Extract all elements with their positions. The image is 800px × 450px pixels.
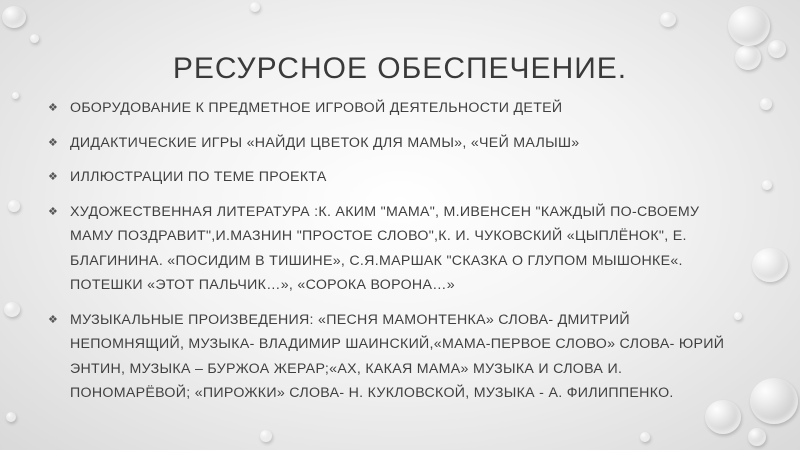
water-drop-decoration	[760, 98, 772, 110]
water-drop-decoration	[260, 430, 272, 442]
water-drop-decoration	[660, 12, 676, 27]
diamond-bullet-icon: ❖	[48, 102, 59, 114]
water-drop-decoration	[30, 34, 39, 43]
diamond-bullet-icon: ❖	[48, 136, 59, 149]
water-drop-decoration	[12, 92, 19, 99]
list-item-text: ХУДОЖЕСТВЕННАЯ ЛИТЕРАТУРА :К. АКИМ "МАМА", М.ИВЕНСЕН "КАЖДЫЙ ПО-СВОЕМУ МАМУ ПОЗДРАВИТ",И.МАЗНИН "ПРОСТОЕ СЛОВО",К. И. ЧУКОВСКИЙ «ЦЫПЛЁНОК", Е. БЛАГИНИНА. «ПОСИДИМ В ТИШИНЕ», С.Я.МАРШАК "СКАЗКА О ГЛУПОМ МЫШОНКЕ«. ПОТЕШКИ «ЭТОТ ПАЛЬЧИК…», «СОРОКА ВОРОНА…»	[70, 203, 700, 293]
water-drop-decoration	[752, 248, 788, 282]
diamond-bullet-icon: ❖	[48, 205, 59, 218]
list-item	[48, 96, 738, 121]
list-item	[48, 165, 738, 190]
bullet-list	[48, 96, 738, 416]
water-drop-decoration	[4, 302, 20, 317]
list-item	[48, 308, 738, 406]
list-item-text: ДИДАКТИЧЕСКИЕ ИГРЫ «НАЙДИ ЦВЕТОК ДЛЯ МАМЫ», «ЧЕЙ МАЛЫШ»	[70, 134, 580, 151]
list-item-text: ОБОРУДОВАНИЕ К ПРЕДМЕТНОЕ ИГРОВОЙ ДЕЯТЕЛЬНОСТИ ДЕТЕЙ	[70, 100, 563, 116]
water-drop-decoration	[748, 428, 766, 446]
diamond-bullet-icon: ❖	[48, 171, 59, 183]
water-drop-decoration	[2, 6, 26, 28]
slide-title: РЕСУРСНОЕ ОБЕСПЕЧЕНИЕ.	[172, 52, 628, 85]
list-item	[48, 131, 738, 156]
diamond-bullet-icon: ❖	[48, 313, 59, 326]
water-drop-decoration	[250, 2, 260, 12]
water-drop-decoration	[750, 378, 798, 424]
list-item	[48, 200, 738, 298]
water-drop-decoration	[640, 432, 650, 442]
water-drop-decoration	[762, 180, 772, 190]
water-drop-decoration	[728, 6, 770, 46]
list-item-text: ИЛЛЮСТРАЦИИ ПО ТЕМЕ ПРОЕКТА	[70, 169, 327, 185]
list-item-text: МУЗЫКАЛЬНЫЕ ПРОИЗВЕДЕНИЯ: «ПЕСНЯ МАМОНТЕНКА» СЛОВА- ДМИТРИЙ НЕПОМНЯЩИЙ, МУЗЫКА- ВЛАДИМИР ШАИНСКИЙ,«МАМА-ПЕРВОЕ СЛОВО» СЛОВА- ЮРИЙ ЭНТИН, МУЗЫКА – БУРЖОА ЖЕРАР;«АХ, КАКАЯ МАМА» МУЗЫКА И СЛОВА И. ПОНОМАРЁВОЙ; «ПИРОЖКИ» СЛОВА- Н. КУКЛОВСКОЙ, МУЗЫКА - А. ФИЛИППЕНКО.	[70, 311, 725, 401]
water-drop-decoration	[8, 200, 20, 212]
water-drop-decoration	[6, 412, 16, 422]
